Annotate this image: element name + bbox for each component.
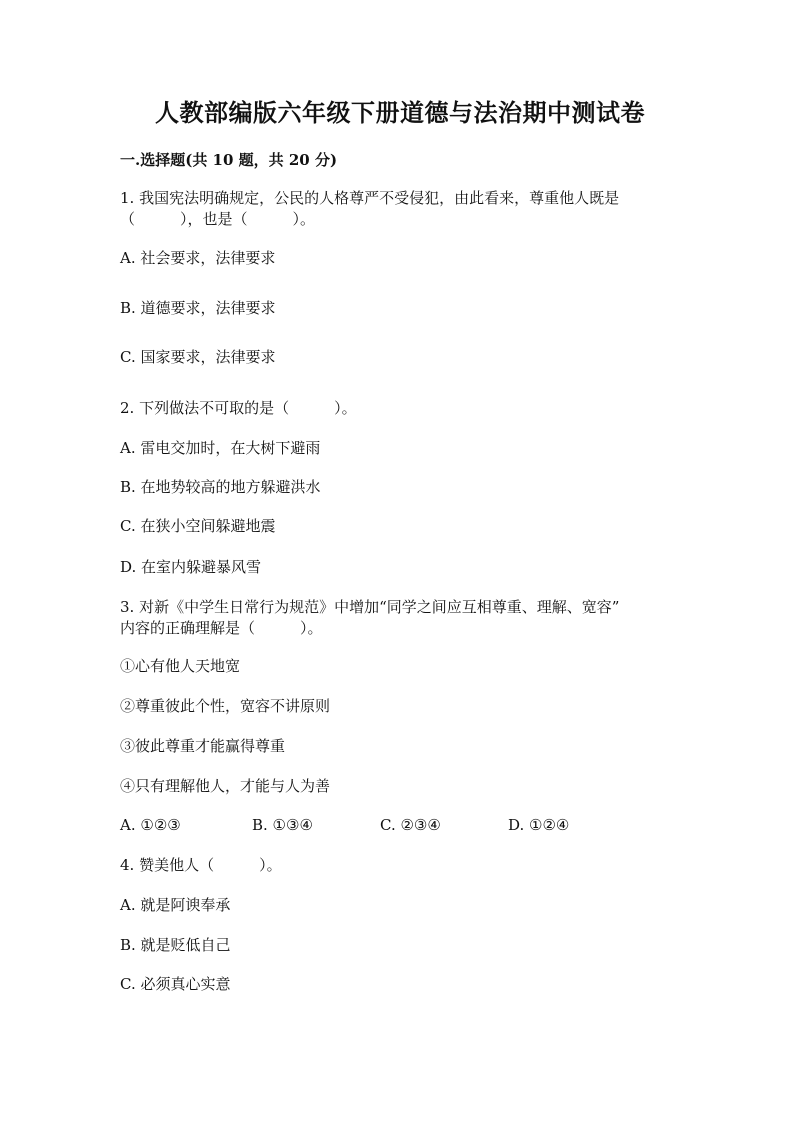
- question-3-statement-3: ③彼此尊重才能赢得尊重: [120, 737, 286, 755]
- question-3-stem-line-2: 内容的正确理解是（ ）。: [120, 619, 323, 637]
- question-2-option-d[interactable]: D. 在室内躲避暴风雪: [120, 558, 262, 576]
- question-3-statement-4: ④只有理解他人，才能与人为善: [120, 777, 331, 795]
- question-3-option-a[interactable]: A. ①②③: [120, 816, 181, 834]
- question-2-option-c[interactable]: C. 在狭小空间躲避地震: [120, 517, 276, 535]
- question-4-option-a[interactable]: A. 就是阿谀奉承: [120, 896, 231, 914]
- question-3-option-b[interactable]: B. ①③④: [252, 816, 313, 834]
- question-2-stem: 2. 下列做法不可取的是（ ）。: [120, 399, 357, 417]
- question-1-stem-line-2: （ ），也是（ ）。: [120, 210, 316, 228]
- section-heading: 一.选择题(共 10 题，共 20 分): [120, 151, 338, 169]
- question-1-option-c[interactable]: C. 国家要求，法律要求: [120, 348, 276, 366]
- question-4-option-b[interactable]: B. 就是贬低自己: [120, 936, 231, 954]
- question-1-option-b[interactable]: B. 道德要求，法律要求: [120, 299, 276, 317]
- question-3-statement-2: ②尊重彼此个性，宽容不讲原则: [120, 697, 331, 715]
- question-3-statement-1: ①心有他人天地宽: [120, 657, 241, 675]
- question-1-stem-line-1: 1. 我国宪法明确规定，公民的人格尊严不受侵犯，由此看来，尊重他人既是: [120, 189, 620, 207]
- question-3-stem-line-1: 3. 对新《中学生日常行为规范》中增加“同学之间应互相尊重、理解、宽容”: [120, 598, 620, 616]
- question-4-stem: 4. 赞美他人（ ）。: [120, 856, 282, 874]
- question-3-options-row: [120, 815, 680, 835]
- question-3-option-c[interactable]: C. ②③④: [380, 816, 441, 834]
- question-3-option-d[interactable]: D. ①②④: [508, 816, 570, 834]
- question-2-option-b[interactable]: B. 在地势较高的地方躲避洪水: [120, 478, 321, 496]
- question-2-option-a[interactable]: A. 雷电交加时，在大树下避雨: [120, 439, 321, 457]
- question-1-option-a[interactable]: A. 社会要求，法律要求: [120, 249, 276, 267]
- question-4-option-c[interactable]: C. 必须真心实意: [120, 975, 231, 993]
- page-title: 人教部编版六年级下册道德与法治期中测试卷: [155, 98, 645, 127]
